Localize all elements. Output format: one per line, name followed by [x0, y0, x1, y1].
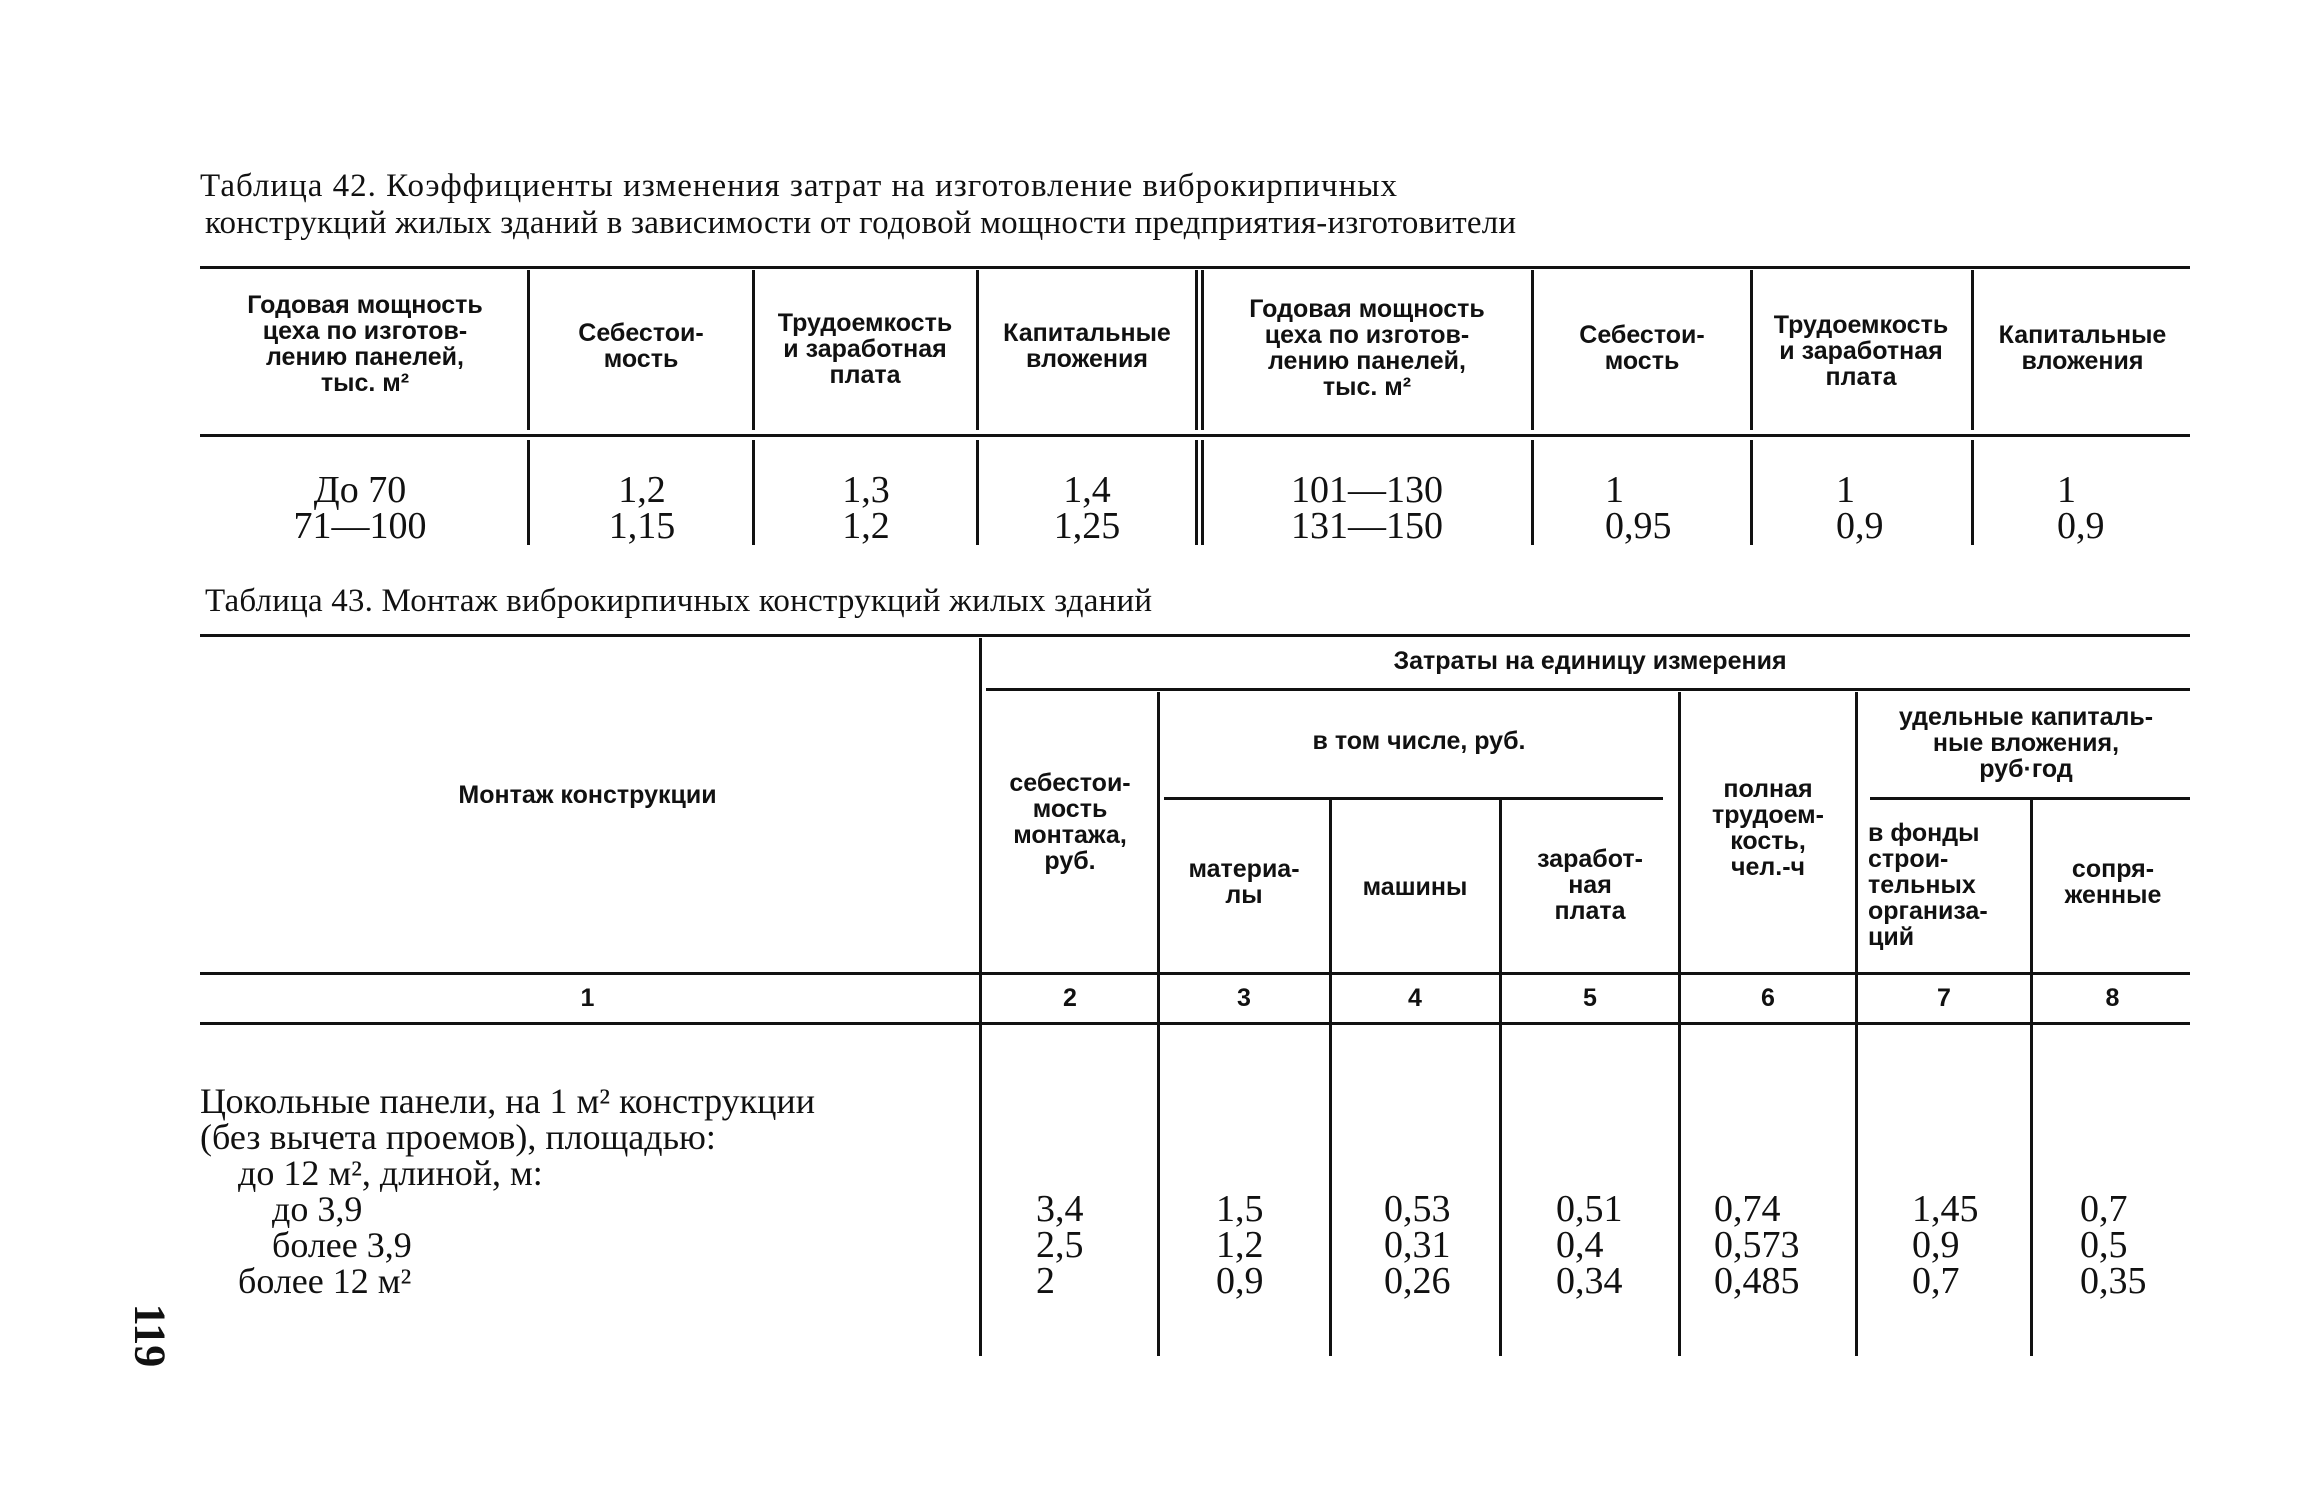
t43-colnum: 1	[580, 984, 595, 1012]
t43-vline	[1855, 692, 1858, 1356]
t43-header-funds: в фонды строи- тельных организа- ций	[1868, 819, 1988, 951]
t42-cell-capacity: До 70 71—100	[293, 469, 427, 547]
t43-cell-funds: 1,45 0,9 0,7	[1912, 1188, 1979, 1302]
t43-cell-cost: 3,4 2,5 2	[1036, 1188, 1084, 1302]
t42-vline	[1195, 440, 1198, 545]
t42-cell-labor-right: 1 0,9	[1836, 469, 1884, 547]
t43-colnum: 6	[1761, 984, 1775, 1012]
t43-vline	[1499, 800, 1502, 1356]
t43-cell-materials: 1,5 1,2 0,9	[1216, 1188, 1264, 1302]
t42-vline	[1531, 440, 1534, 545]
t42-cell-cost-right: 1 0,95	[1605, 469, 1672, 547]
t42-vline	[1201, 440, 1204, 545]
t43-vline	[1678, 692, 1681, 1356]
table42-header-rule	[200, 434, 2190, 437]
t42-cell-capital-right: 1 0,9	[2057, 469, 2105, 547]
t43-cell-labor: 0,74 0,573 0,485	[1714, 1188, 1800, 1302]
t43-header-capital: удельные капиталь- ные вложения, руб·год	[1898, 703, 2154, 783]
table43-top-rule	[200, 634, 2190, 637]
t42-cell-cost: 1,2 1,15	[608, 469, 676, 547]
table42-top-rule	[200, 266, 2190, 269]
t43-header-labor: полная трудоем- кость, чел.-ч	[1712, 775, 1824, 881]
t42-header-capital: Капитальные вложения	[1003, 319, 1171, 373]
t43-colnum: 8	[2105, 984, 2120, 1012]
t42-vline	[1971, 270, 1974, 430]
table42-caption-line2: конструкций жилых зданий в зависимости от годовой мощности предприятия-изготовители	[205, 205, 1517, 241]
t43-cell-conjugate: 0,7 0,5 0,35	[2080, 1188, 2147, 1302]
t42-vline	[976, 270, 979, 430]
t43-vline	[979, 638, 982, 1356]
t42-cell-capital: 1,4 1,25	[1053, 469, 1121, 547]
t43-desc-row: более 3,9	[272, 1225, 412, 1265]
t43-cell-wages: 0,51 0,4 0,34	[1556, 1188, 1623, 1302]
t42-header-labor: Трудоемкость и заработная плата	[777, 309, 953, 389]
t42-vline	[1971, 440, 1974, 545]
t43-colnum: 4	[1408, 984, 1422, 1012]
t42-header-capacity-right: Годовая мощность цеха по изготов- лению панелей, тыс. м²	[1249, 295, 1485, 401]
t43-header-machines: машины	[1362, 873, 1468, 901]
t43-vline	[1157, 692, 1160, 1356]
t42-vline	[1201, 270, 1204, 430]
page-number: 119	[125, 1303, 175, 1368]
t43-group-rule	[986, 688, 2190, 691]
t42-header-capacity: Годовая мощность цеха по изготов- лению панелей, тыс. м²	[247, 291, 483, 397]
t43-colnum: 3	[1237, 984, 1251, 1012]
t42-header-cost-right: Себестои- мость	[1579, 321, 1705, 375]
t42-header-capital-right: Капитальные вложения	[1998, 321, 2167, 375]
t42-cell-labor: 1,3 1,2	[842, 469, 890, 547]
table42-caption-line1: Таблица 42. Коэффициенты изменения затрат на изготовление виброкирпичных	[200, 168, 1398, 204]
t42-vline	[527, 270, 530, 430]
t43-header-incl: в том числе, руб.	[1312, 727, 1526, 755]
t43-colnum: 5	[1583, 984, 1597, 1012]
t42-vline	[1750, 270, 1753, 430]
t42-header-cost: Себестои- мость	[578, 319, 704, 373]
t43-header-wages: заработ- ная плата	[1537, 845, 1643, 925]
t43-incl-rule	[1164, 797, 1663, 800]
t42-vline	[1531, 270, 1534, 430]
t43-vline	[2030, 800, 2033, 1356]
t43-colnum: 7	[1937, 984, 1951, 1012]
t42-vline	[752, 440, 755, 545]
table43-caption: Таблица 43. Монтаж виброкирпичных конструкций жилых зданий	[205, 583, 1153, 619]
t43-header-materials: материа- лы	[1188, 855, 1300, 909]
t42-vline	[1195, 270, 1198, 430]
t42-vline	[1750, 440, 1753, 545]
t43-header-rule	[200, 972, 2190, 975]
t43-cell-machines: 0,53 0,31 0,26	[1384, 1188, 1451, 1302]
t43-desc-row: более 12 м²	[238, 1261, 412, 1301]
t43-header-cost: себестои- мость монтажа, руб.	[1009, 769, 1131, 875]
t42-vline	[976, 440, 979, 545]
t43-header-group: Затраты на единицу измерения	[1393, 647, 1787, 675]
t43-header-col1: Монтаж конструкции	[458, 781, 717, 809]
t43-desc-line: Цокольные панели, на 1 м² конструкции	[200, 1081, 815, 1121]
t43-desc-row: до 3,9	[272, 1189, 363, 1229]
t42-cell-capacity-right: 101—130 131—150	[1291, 469, 1443, 547]
t42-vline	[527, 440, 530, 545]
t43-colnum: 2	[1063, 984, 1077, 1012]
t43-vline	[1329, 800, 1332, 1356]
t43-desc-line: (без вычета проемов), площадью:	[200, 1117, 716, 1157]
t43-colnum-rule	[200, 1022, 2190, 1025]
t43-header-conjugate: сопря- женные	[2064, 855, 2162, 909]
t42-header-labor-right: Трудоемкость и заработная плата	[1773, 311, 1949, 391]
t43-desc-line: до 12 м², длиной, м:	[238, 1153, 543, 1193]
t42-vline	[752, 270, 755, 430]
